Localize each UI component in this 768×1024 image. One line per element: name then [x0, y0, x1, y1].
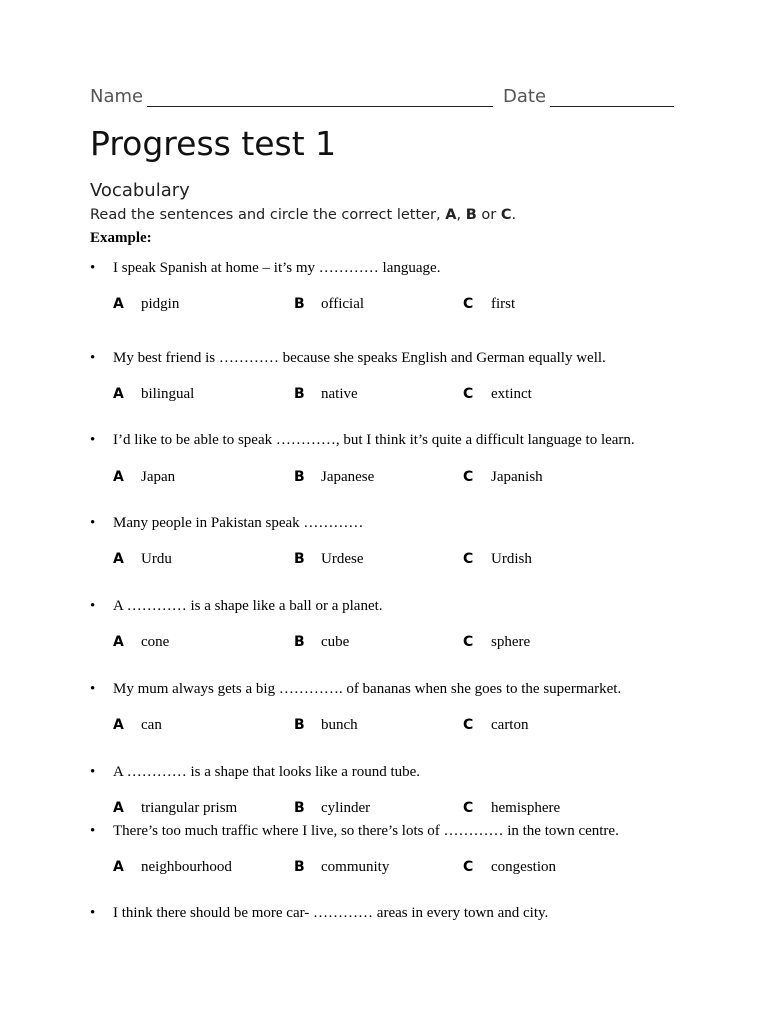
option-text[interactable]: Japanish: [491, 469, 543, 485]
bullet: •: [90, 515, 96, 531]
option-text[interactable]: cylinder: [321, 800, 371, 816]
date-label: Date: [503, 86, 547, 107]
option-letter-b[interactable]: B: [294, 469, 305, 485]
option-text[interactable]: extinct: [491, 386, 532, 402]
name-field[interactable]: [147, 106, 493, 107]
option-text[interactable]: bilingual: [141, 386, 195, 402]
option-letter-a[interactable]: A: [113, 551, 124, 567]
option-text[interactable]: cube: [321, 634, 350, 650]
answer-options: [113, 859, 673, 879]
date-field[interactable]: [550, 106, 674, 107]
question: [90, 260, 730, 280]
bullet: •: [90, 905, 96, 921]
option-letter-a[interactable]: A: [113, 296, 124, 312]
option-letter-c[interactable]: C: [463, 634, 474, 650]
answer-options: [113, 296, 673, 316]
option-letter-a[interactable]: A: [113, 386, 124, 402]
bullet: •: [90, 598, 96, 614]
option-text[interactable]: Japanese: [321, 469, 375, 485]
question: [90, 350, 730, 370]
option-letter-c[interactable]: C: [463, 717, 474, 733]
bullet: •: [90, 764, 96, 780]
option-letter-b[interactable]: B: [294, 296, 305, 312]
option-letter-c[interactable]: C: [463, 859, 474, 875]
question-text: My mum always gets a big …………. of bananas when she goes to the supermarket.: [113, 681, 622, 697]
option-letter-b[interactable]: B: [294, 859, 305, 875]
option-letter-a[interactable]: A: [113, 859, 124, 875]
option-letter-a[interactable]: A: [113, 469, 124, 485]
answer-options: [113, 800, 673, 820]
option-text[interactable]: congestion: [491, 859, 556, 875]
bullet: •: [90, 350, 96, 366]
question: [90, 681, 730, 701]
option-letter-c[interactable]: C: [463, 551, 474, 567]
option-text[interactable]: cone: [141, 634, 170, 650]
page-title: Progress test 1: [90, 124, 337, 163]
option-text[interactable]: native: [321, 386, 358, 402]
question-text: Many people in Pakistan speak …………: [113, 515, 364, 531]
question: [90, 823, 730, 843]
example-label: Example:: [90, 230, 152, 246]
option-text[interactable]: Urdu: [141, 551, 172, 567]
option-letter-c[interactable]: C: [463, 296, 474, 312]
option-letter-b[interactable]: B: [294, 800, 305, 816]
option-text[interactable]: bunch: [321, 717, 358, 733]
option-letter-b[interactable]: B: [294, 717, 305, 733]
option-text[interactable]: Urdese: [321, 551, 364, 567]
option-text[interactable]: triangular prism: [141, 800, 238, 816]
question: [90, 764, 730, 784]
option-text[interactable]: community: [321, 859, 390, 875]
question: [90, 905, 730, 925]
name-label: Name: [90, 86, 144, 107]
option-letter-c[interactable]: C: [463, 469, 474, 485]
answer-options: [113, 469, 673, 489]
option-letter-b[interactable]: B: [294, 386, 305, 402]
question-text: There’s too much traffic where I live, so there’s lots of ………… in the town centre.: [113, 823, 619, 839]
option-text[interactable]: sphere: [491, 634, 531, 650]
answer-options: [113, 717, 673, 737]
option-letter-a[interactable]: A: [113, 800, 124, 816]
question-text: I’d like to be able to speak …………, but I think it’s quite a difficult language to learn.: [113, 432, 635, 448]
question: [90, 515, 730, 535]
question-text: My best friend is ………… because she speaks English and German equally well.: [113, 350, 606, 366]
option-text[interactable]: official: [321, 296, 365, 312]
question-text: A ………… is a shape that looks like a round tube.: [113, 764, 421, 780]
answer-options: [113, 386, 673, 406]
option-text[interactable]: Japan: [141, 469, 176, 485]
question: [90, 432, 730, 452]
bullet: •: [90, 681, 96, 697]
option-text[interactable]: carton: [491, 717, 529, 733]
section-heading: Vocabulary: [90, 180, 190, 201]
question: [90, 598, 730, 618]
option-letter-b[interactable]: B: [294, 551, 305, 567]
option-text[interactable]: first: [491, 296, 516, 312]
question-text: A ………… is a shape like a ball or a planet.: [113, 598, 383, 614]
option-letter-a[interactable]: A: [113, 717, 124, 733]
answer-options: [113, 551, 673, 571]
option-text[interactable]: Urdish: [491, 551, 532, 567]
option-letter-a[interactable]: A: [113, 634, 124, 650]
name-date-header: [90, 86, 680, 110]
option-text[interactable]: can: [141, 717, 162, 733]
option-letter-c[interactable]: C: [463, 386, 474, 402]
bullet: •: [90, 260, 96, 276]
option-text[interactable]: pidgin: [141, 296, 180, 312]
question-text: I speak Spanish at home – it’s my ………… language.: [113, 260, 441, 276]
answer-options: [113, 634, 673, 654]
instructions: Read the sentences and circle the correct letter, A, B or C.: [90, 207, 517, 223]
option-letter-c[interactable]: C: [463, 800, 474, 816]
bullet: •: [90, 823, 96, 839]
option-text[interactable]: hemisphere: [491, 800, 561, 816]
option-text[interactable]: neighbourhood: [141, 859, 232, 875]
bullet: •: [90, 432, 96, 448]
question-text: I think there should be more car- ………… areas in every town and city.: [113, 905, 549, 921]
option-letter-b[interactable]: B: [294, 634, 305, 650]
